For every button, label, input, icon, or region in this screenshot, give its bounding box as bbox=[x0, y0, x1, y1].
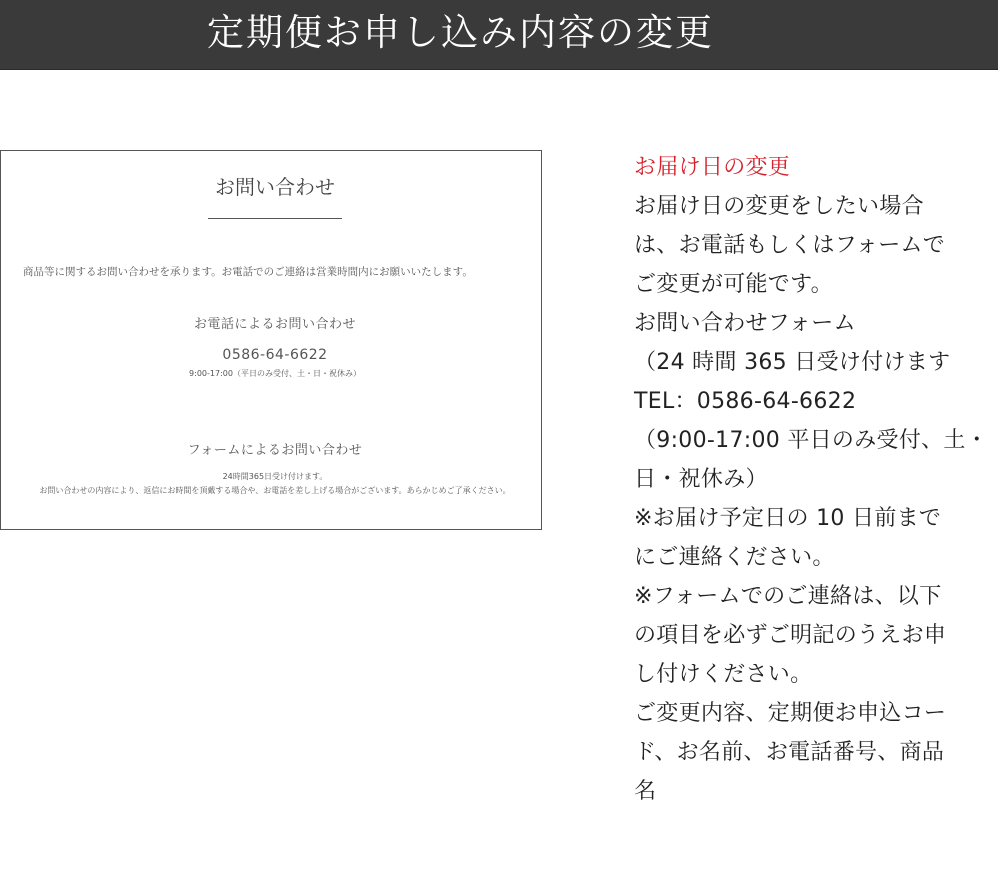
phone-business-hours: 9:00-17:00（平日のみ受付、土・日・祝休み） bbox=[189, 369, 361, 378]
info-line: ※お届け予定日の 10 日前まで bbox=[634, 506, 942, 531]
phone-inquiry-heading: お電話によるお問い合わせ bbox=[193, 317, 356, 332]
page-title: 定期便お申し込み内容の変更 bbox=[207, 11, 714, 54]
info-line: ご変更が可能です。 bbox=[634, 272, 833, 297]
contact-card-heading: お問い合わせ bbox=[215, 175, 335, 199]
info-line: し付けください。 bbox=[634, 662, 813, 687]
delivery-change-info bbox=[634, 148, 994, 811]
info-line: は、お電話もしくはフォームで bbox=[634, 233, 946, 258]
info-line: にご連絡ください。 bbox=[634, 545, 835, 570]
form-availability-text: 24時間365日受け付けます。 bbox=[222, 472, 328, 481]
contact-info-card bbox=[0, 150, 542, 530]
heading-underline-divider bbox=[208, 218, 342, 219]
info-line: （24 時間 365 日受け付けます bbox=[634, 350, 951, 375]
info-line: TEL：0586-64-6622 bbox=[634, 389, 857, 414]
info-line: 日・祝休み） bbox=[634, 467, 768, 492]
info-heading: お届け日の変更 bbox=[634, 155, 791, 180]
info-line: ご変更内容、定期便お申込コー bbox=[634, 701, 947, 726]
page-header-banner bbox=[0, 0, 998, 70]
form-reply-note: お問い合わせの内容により、返信にお時間を頂戴する場合や、お電話を差し上げる場合がございます。あらかじめご了承ください。 bbox=[39, 486, 511, 495]
form-inquiry-heading: フォームによるお問い合わせ bbox=[187, 443, 363, 458]
info-line: お問い合わせフォーム bbox=[634, 311, 856, 336]
info-line: ド、お名前、お電話番号、商品 bbox=[634, 740, 945, 765]
info-line: ※フォームでのご連絡は、以下 bbox=[634, 584, 942, 609]
info-line: の項目を必ずご明記のうえお申 bbox=[634, 623, 947, 648]
info-line: 名 bbox=[634, 779, 657, 804]
info-line: （9:00-17:00 平日のみ受付、土・ bbox=[634, 428, 989, 453]
info-line: お届け日の変更をしたい場合 bbox=[634, 194, 924, 219]
phone-number: 0586-64-6622 bbox=[222, 347, 328, 363]
contact-card-intro-text: 商品等に関するお問い合わせを承ります。お電話でのご連絡は営業時間内にお願いいたします。 bbox=[23, 266, 473, 278]
